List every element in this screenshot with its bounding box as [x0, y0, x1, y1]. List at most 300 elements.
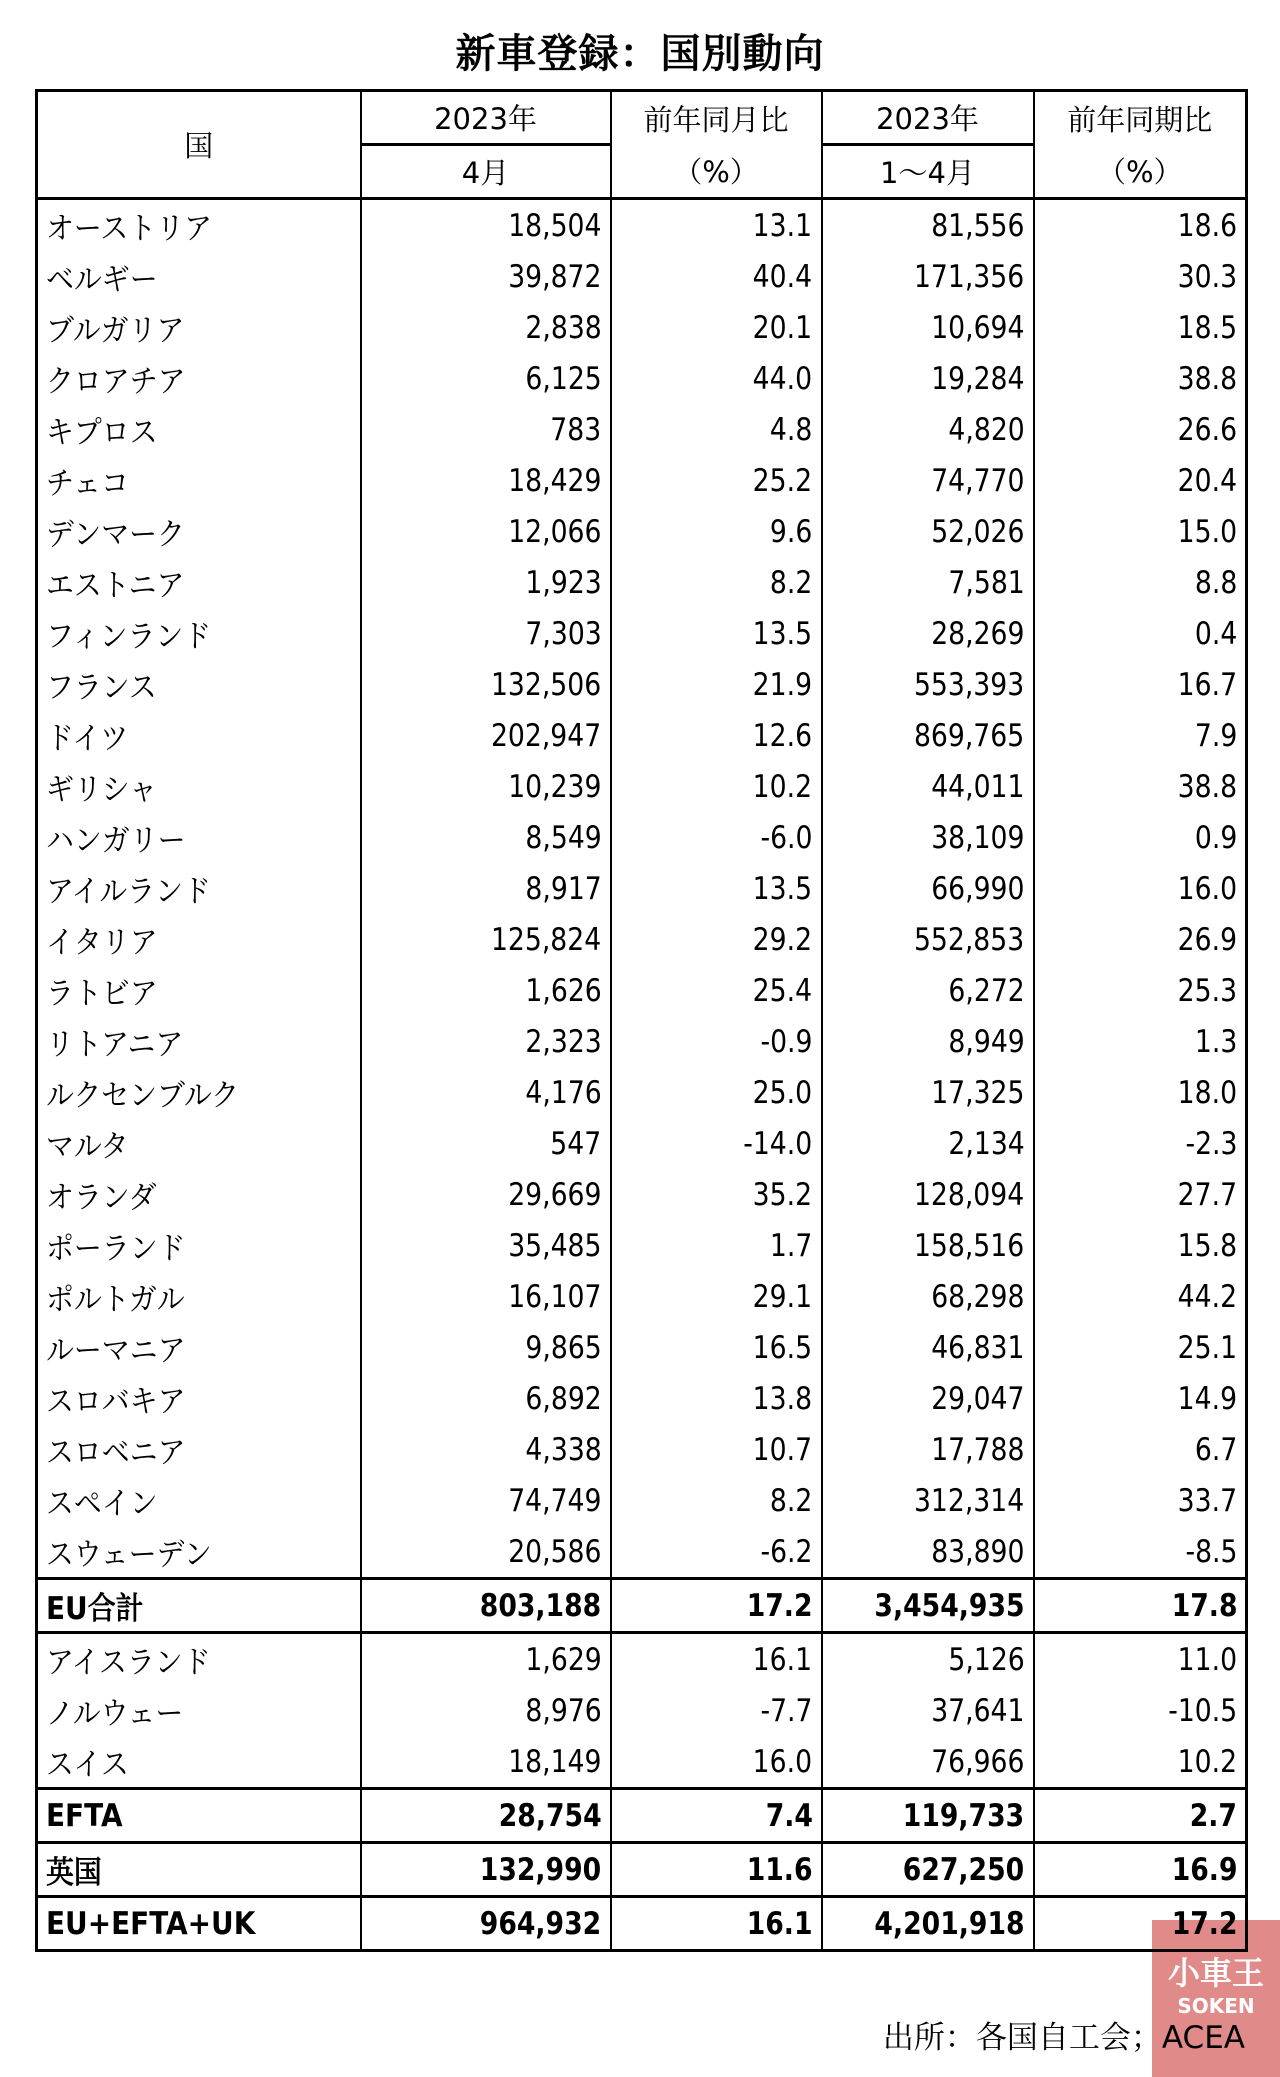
april-yoy-cell [611, 251, 822, 302]
table-row [37, 404, 1247, 455]
ytd-units-cell [822, 455, 1034, 506]
ytd-units-cell-text: 5,126 [948, 1641, 1025, 1678]
country-cell-text: スロバキア [46, 1384, 186, 1420]
total-row [37, 1843, 1247, 1897]
country-cell-text: チェコ [46, 466, 129, 502]
april-yoy-cell-text: 8.2 [770, 1482, 813, 1519]
country-cell-text: ハンガリー [46, 823, 186, 859]
country-cell [37, 1526, 361, 1579]
april-units-cell-text: 10,239 [508, 768, 602, 805]
country-cell [37, 506, 361, 557]
table-row [37, 1220, 1247, 1271]
country-cell-text: リトアニア [46, 1027, 184, 1063]
country-cell-text: オランダ [46, 1180, 157, 1216]
april-yoy-cell [611, 761, 822, 812]
ytd-yoy-cell [1034, 251, 1247, 302]
table-row [37, 914, 1247, 965]
country-cell [37, 1271, 361, 1322]
country-cell [37, 1169, 361, 1220]
ytd-units-cell [822, 1685, 1034, 1736]
april-yoy-cell-text: 17.2 [746, 1587, 813, 1624]
ytd-units-cell-text: 7,581 [948, 564, 1025, 601]
ytd-yoy-cell-text: 38.8 [1177, 360, 1237, 397]
april-yoy-cell [611, 914, 822, 965]
ytd-yoy-cell-text: 18.0 [1177, 1074, 1237, 1111]
country-cell [37, 251, 361, 302]
ytd-yoy-cell-text: 16.7 [1177, 666, 1237, 703]
ytd-units-cell-text: 3,454,935 [874, 1587, 1025, 1624]
ytd-units-cell-text: 52,026 [931, 513, 1025, 550]
ytd-yoy-cell-text: 17.8 [1171, 1587, 1237, 1624]
april-units-cell [361, 1579, 611, 1633]
total-row [37, 1897, 1247, 1951]
april-yoy-cell [611, 710, 822, 761]
april-yoy-cell-text: -14.0 [743, 1125, 813, 1162]
table-row [37, 1736, 1247, 1789]
april-units-cell [361, 1322, 611, 1373]
table-row [37, 863, 1247, 914]
table-row [37, 1067, 1247, 1118]
april-yoy-cell-text: -6.0 [760, 819, 813, 856]
april-units-cell-text: 803,188 [480, 1587, 602, 1624]
ytd-units-cell-text: 2,134 [948, 1125, 1025, 1162]
ytd-yoy-cell [1034, 761, 1247, 812]
april-units-cell [361, 251, 611, 302]
april-yoy-cell [611, 404, 822, 455]
april-units-cell-text: 125,824 [491, 921, 602, 958]
ytd-units-cell [822, 404, 1034, 455]
country-cell [37, 965, 361, 1016]
ytd-yoy-cell [1034, 1016, 1247, 1067]
country-cell-text: ドイツ [46, 721, 129, 757]
april-yoy-cell [611, 557, 822, 608]
ytd-yoy-cell [1034, 812, 1247, 863]
ytd-units-cell [822, 1322, 1034, 1373]
country-cell [37, 1424, 361, 1475]
country-cell [37, 1067, 361, 1118]
april-units-cell [361, 1271, 611, 1322]
ytd-units-cell-text: 312,314 [914, 1482, 1025, 1519]
april-yoy-cell [611, 1067, 822, 1118]
ytd-units-cell [822, 761, 1034, 812]
ytd-yoy-cell [1034, 1424, 1247, 1475]
country-cell-text: オーストリア [46, 211, 213, 247]
april-units-cell [361, 608, 611, 659]
country-cell [37, 557, 361, 608]
ytd-yoy-cell [1034, 1322, 1247, 1373]
ytd-yoy-cell [1034, 353, 1247, 404]
april-units-cell-text: 783 [550, 411, 602, 448]
april-units-cell-text: 1,626 [525, 972, 602, 1009]
april-yoy-cell-text: 25.4 [753, 972, 813, 1009]
ytd-yoy-cell [1034, 608, 1247, 659]
april-units-cell-text: 547 [550, 1125, 602, 1162]
april-yoy-cell [611, 1475, 822, 1526]
april-yoy-cell-text: 9.6 [770, 513, 813, 550]
april-units-cell [361, 1526, 611, 1579]
ytd-yoy-cell [1034, 1271, 1247, 1322]
ytd-units-cell-text: 28,269 [931, 615, 1025, 652]
april-yoy-cell-text: 13.1 [753, 207, 813, 244]
ytd-yoy-cell [1034, 863, 1247, 914]
april-units-cell-text: 8,917 [525, 870, 602, 907]
table-row [37, 1475, 1247, 1526]
ytd-units-cell-text: 76,966 [931, 1743, 1025, 1780]
country-cell [37, 302, 361, 353]
country-cell-text: ギリシャ [46, 772, 158, 808]
april-yoy-cell-text: 16.5 [753, 1329, 813, 1366]
country-cell-text: クロアチア [46, 364, 186, 400]
ytd-units-cell-text: 46,831 [931, 1329, 1025, 1366]
country-cell-text: スウェーデン [46, 1537, 212, 1573]
april-yoy-cell [611, 1633, 822, 1686]
ytd-yoy-cell-text: 25.3 [1177, 972, 1237, 1009]
total-row [37, 1789, 1247, 1843]
april-yoy-cell-text: 20.1 [753, 309, 813, 346]
april-units-cell [361, 1220, 611, 1271]
april-units-cell-text: 964,932 [480, 1905, 602, 1942]
watermark-line1: 小車王 [1167, 1954, 1264, 1992]
table-row [37, 710, 1247, 761]
table-row [37, 608, 1247, 659]
april-units-cell [361, 455, 611, 506]
ytd-units-cell-text: 869,765 [914, 717, 1025, 754]
ytd-yoy-cell [1034, 1633, 1247, 1686]
april-yoy-cell [611, 302, 822, 353]
table-row [37, 1169, 1247, 1220]
april-yoy-cell-text: 16.0 [753, 1743, 813, 1780]
ytd-yoy-cell-text: 27.7 [1177, 1176, 1237, 1213]
ytd-yoy-cell-text: 14.9 [1177, 1380, 1237, 1417]
april-yoy-cell-text: -0.9 [760, 1023, 813, 1060]
april-yoy-cell-text: 13.8 [753, 1380, 813, 1417]
april-units-cell-text: 2,323 [525, 1023, 602, 1060]
april-yoy-cell-text: 40.4 [753, 258, 813, 295]
country-cell [37, 353, 361, 404]
april-yoy-cell [611, 199, 822, 252]
ytd-units-cell [822, 1526, 1034, 1579]
april-units-cell [361, 965, 611, 1016]
ytd-yoy-cell-text: 18.6 [1177, 207, 1237, 244]
ytd-units-cell [822, 659, 1034, 710]
country-cell-text: イタリア [46, 925, 158, 961]
april-yoy-cell [611, 1843, 822, 1897]
country-cell [37, 1220, 361, 1271]
country-cell-text: EU+EFTA+UK [46, 1905, 256, 1942]
ytd-units-cell [822, 1736, 1034, 1789]
april-yoy-cell [611, 1897, 822, 1951]
ytd-yoy-cell-text: 17.2 [1171, 1905, 1237, 1942]
april-yoy-cell-text: 21.9 [753, 666, 813, 703]
april-yoy-cell-text: -7.7 [760, 1692, 813, 1729]
ytd-units-cell [822, 1897, 1034, 1951]
ytd-yoy-cell [1034, 199, 1247, 252]
april-yoy-cell-text: 16.1 [753, 1641, 813, 1678]
april-yoy-cell [611, 812, 822, 863]
ytd-yoy-cell [1034, 1118, 1247, 1169]
country-cell-text: マルタ [46, 1129, 129, 1165]
april-units-cell-text: 132,990 [480, 1851, 602, 1888]
table-row [37, 659, 1247, 710]
april-units-cell-text: 8,549 [525, 819, 602, 856]
april-yoy-cell [611, 506, 822, 557]
ytd-yoy-cell [1034, 1475, 1247, 1526]
ytd-yoy-cell-text: 1.3 [1194, 1023, 1237, 1060]
april-units-cell-text: 74,749 [508, 1482, 602, 1519]
april-units-cell [361, 353, 611, 404]
country-cell [37, 1736, 361, 1789]
country-cell-text: エストニア [46, 568, 185, 604]
april-yoy-cell [611, 1373, 822, 1424]
ytd-units-cell-text: 128,094 [914, 1176, 1025, 1213]
april-units-cell-text: 9,865 [525, 1329, 602, 1366]
april-units-cell-text: 4,338 [525, 1431, 602, 1468]
ytd-yoy-cell-text: -2.3 [1184, 1125, 1237, 1162]
ytd-units-cell [822, 914, 1034, 965]
ytd-units-cell-text: 8,949 [948, 1023, 1025, 1060]
ytd-yoy-cell-text: 26.9 [1177, 921, 1237, 958]
ytd-units-cell-text: 68,298 [931, 1278, 1025, 1315]
april-units-cell [361, 1475, 611, 1526]
april-units-cell [361, 914, 611, 965]
april-yoy-cell [611, 1016, 822, 1067]
april-units-cell-text: 6,125 [525, 360, 602, 397]
ytd-yoy-cell-text: 30.3 [1177, 258, 1237, 295]
ytd-units-cell [822, 1579, 1034, 1633]
table-row [37, 199, 1247, 252]
april-units-cell [361, 1736, 611, 1789]
april-units-cell [361, 1843, 611, 1897]
ytd-units-cell-text: 627,250 [903, 1851, 1025, 1888]
april-yoy-cell-text: 35.2 [753, 1176, 813, 1213]
country-cell [37, 1016, 361, 1067]
april-units-cell [361, 1373, 611, 1424]
ytd-units-cell [822, 965, 1034, 1016]
ytd-yoy-cell [1034, 1843, 1247, 1897]
april-yoy-cell-text: 25.0 [753, 1074, 813, 1111]
ytd-yoy-cell-text: 10.2 [1177, 1743, 1237, 1780]
april-yoy-cell [611, 1118, 822, 1169]
ytd-yoy-cell [1034, 455, 1247, 506]
country-cell-text: ブルガリア [46, 313, 185, 349]
ytd-yoy-cell [1034, 710, 1247, 761]
april-yoy-cell-text: 1.7 [770, 1227, 813, 1264]
country-cell-text: アイルランド [46, 874, 211, 910]
ytd-units-cell [822, 199, 1034, 252]
country-cell-text: スペイン [46, 1486, 158, 1522]
header-month-yoy: 前年同月比 [611, 91, 822, 145]
ytd-yoy-cell-text: -8.5 [1184, 1533, 1237, 1570]
april-units-cell [361, 1424, 611, 1475]
ytd-units-cell-text: 29,047 [931, 1380, 1025, 1417]
header-month: 4月 [361, 145, 611, 199]
april-yoy-cell-text: -6.2 [760, 1533, 813, 1570]
table-row [37, 761, 1247, 812]
country-cell-text: ベルギー [46, 262, 158, 298]
country-cell-text: ノルウェー [46, 1696, 184, 1732]
country-cell-text: アイスランド [46, 1645, 211, 1681]
ytd-yoy-cell [1034, 1685, 1247, 1736]
april-units-cell [361, 404, 611, 455]
april-yoy-cell-text: 4.8 [770, 411, 813, 448]
ytd-yoy-cell [1034, 1526, 1247, 1579]
ytd-yoy-cell [1034, 1736, 1247, 1789]
country-cell-text: フランス [46, 670, 157, 706]
april-units-cell [361, 863, 611, 914]
ytd-units-cell-text: 6,272 [948, 972, 1025, 1009]
april-units-cell-text: 39,872 [508, 258, 602, 295]
table-row [37, 1322, 1247, 1373]
april-units-cell [361, 1016, 611, 1067]
ytd-units-cell-text: 37,641 [931, 1692, 1025, 1729]
april-units-cell-text: 7,303 [525, 615, 602, 652]
ytd-yoy-cell [1034, 659, 1247, 710]
ytd-units-cell [822, 863, 1034, 914]
ytd-yoy-cell [1034, 1373, 1247, 1424]
country-cell [37, 404, 361, 455]
april-yoy-cell [611, 1685, 822, 1736]
april-units-cell [361, 1118, 611, 1169]
ytd-yoy-cell-text: 20.4 [1177, 462, 1237, 499]
page-title: 新車登録：国別動向 [455, 31, 825, 77]
april-units-cell [361, 1897, 611, 1951]
april-units-cell [361, 1685, 611, 1736]
april-yoy-cell [611, 1220, 822, 1271]
country-cell [37, 1789, 361, 1843]
country-cell-text: ルーマニア [46, 1333, 186, 1369]
header-month-yoy-unit: （%） [611, 145, 822, 199]
country-cell [37, 1685, 361, 1736]
april-yoy-cell [611, 1736, 822, 1789]
ytd-units-cell [822, 1169, 1034, 1220]
ytd-units-cell [822, 812, 1034, 863]
ytd-units-cell [822, 557, 1034, 608]
ytd-units-cell [822, 608, 1034, 659]
april-units-cell [361, 1169, 611, 1220]
country-cell [37, 1118, 361, 1169]
april-units-cell-text: 29,669 [508, 1176, 602, 1213]
table-row [37, 1271, 1247, 1322]
april-yoy-cell [611, 1169, 822, 1220]
country-cell-text: キプロス [46, 415, 158, 451]
ytd-units-cell [822, 1843, 1034, 1897]
country-cell-text: スイス [46, 1747, 129, 1783]
ytd-units-cell [822, 1067, 1034, 1118]
watermark-line2: SOKEN [1177, 1994, 1255, 2018]
april-units-cell [361, 506, 611, 557]
country-cell-text: ポーランド [46, 1231, 186, 1267]
ytd-units-cell-text: 44,011 [931, 768, 1025, 805]
april-units-cell-text: 20,586 [508, 1533, 602, 1570]
ytd-units-cell-text: 38,109 [931, 819, 1025, 856]
table-row [37, 1424, 1247, 1475]
ytd-units-cell-text: 81,556 [931, 207, 1025, 244]
country-cell [37, 914, 361, 965]
april-yoy-cell [611, 1579, 822, 1633]
table-row [37, 353, 1247, 404]
country-cell [37, 455, 361, 506]
april-units-cell [361, 302, 611, 353]
ytd-yoy-cell-text: 25.1 [1177, 1329, 1237, 1366]
table-row [37, 1373, 1247, 1424]
ytd-units-cell-text: 66,990 [931, 870, 1025, 907]
ytd-units-cell-text: 552,853 [914, 921, 1025, 958]
country-cell [37, 1633, 361, 1686]
ytd-yoy-cell-text: 0.9 [1194, 819, 1237, 856]
april-units-cell-text: 35,485 [508, 1227, 602, 1264]
ytd-units-cell [822, 1220, 1034, 1271]
country-cell-text: デンマーク [46, 517, 185, 553]
total-row [37, 1579, 1247, 1633]
ytd-yoy-cell-text: 18.5 [1177, 309, 1237, 346]
country-cell-text: スロベニア [46, 1435, 186, 1471]
country-cell [37, 1843, 361, 1897]
ytd-units-cell-text: 4,201,918 [874, 1905, 1025, 1942]
april-yoy-cell [611, 965, 822, 1016]
ytd-units-cell [822, 1424, 1034, 1475]
ytd-units-cell-text: 158,516 [914, 1227, 1025, 1264]
ytd-yoy-cell [1034, 302, 1247, 353]
april-yoy-cell [611, 1322, 822, 1373]
table-row [37, 1016, 1247, 1067]
table-row [37, 1118, 1247, 1169]
april-units-cell-text: 16,107 [508, 1278, 602, 1315]
country-cell [37, 761, 361, 812]
april-units-cell-text: 28,754 [498, 1797, 602, 1834]
ytd-units-cell [822, 1016, 1034, 1067]
april-yoy-cell [611, 455, 822, 506]
ytd-yoy-cell-text: 7.9 [1194, 717, 1237, 754]
april-yoy-cell-text: 8.2 [770, 564, 813, 601]
april-units-cell-text: 6,892 [525, 1380, 602, 1417]
april-yoy-cell-text: 29.2 [753, 921, 813, 958]
header-ytd-yoy-unit: （%） [1034, 145, 1247, 199]
april-yoy-cell-text: 11.6 [746, 1851, 813, 1888]
country-cell [37, 659, 361, 710]
april-units-cell-text: 1,923 [525, 564, 602, 601]
ytd-yoy-cell [1034, 1067, 1247, 1118]
ytd-yoy-cell [1034, 1220, 1247, 1271]
april-yoy-cell-text: 12.6 [753, 717, 813, 754]
ytd-units-cell [822, 1271, 1034, 1322]
april-units-cell-text: 2,838 [525, 309, 602, 346]
ytd-units-cell [822, 353, 1034, 404]
april-yoy-cell [611, 1271, 822, 1322]
april-yoy-cell [611, 1424, 822, 1475]
country-cell [37, 199, 361, 252]
country-cell-text: ルクセンブルク [46, 1078, 240, 1114]
april-yoy-cell-text: 10.2 [753, 768, 813, 805]
source-note: 出所：各国自工会；ACEA [882, 2020, 1245, 2056]
april-units-cell [361, 1067, 611, 1118]
ytd-units-cell-text: 74,770 [931, 462, 1025, 499]
ytd-yoy-cell-text: 8.8 [1194, 564, 1237, 601]
ytd-yoy-cell [1034, 1579, 1247, 1633]
country-cell-text: EFTA [46, 1797, 123, 1834]
header-ytd-period: 1～4月 [822, 145, 1034, 199]
ytd-units-cell [822, 1633, 1034, 1686]
country-cell [37, 608, 361, 659]
ytd-yoy-cell-text: 2.7 [1189, 1797, 1237, 1834]
ytd-units-cell-text: 171,356 [914, 258, 1025, 295]
ytd-units-cell-text: 17,788 [931, 1431, 1025, 1468]
registration-table [35, 89, 1248, 1952]
country-cell [37, 863, 361, 914]
ytd-yoy-cell-text: 15.8 [1177, 1227, 1237, 1264]
april-yoy-cell [611, 353, 822, 404]
ytd-yoy-cell-text: 16.9 [1171, 1851, 1237, 1888]
april-yoy-cell [611, 659, 822, 710]
